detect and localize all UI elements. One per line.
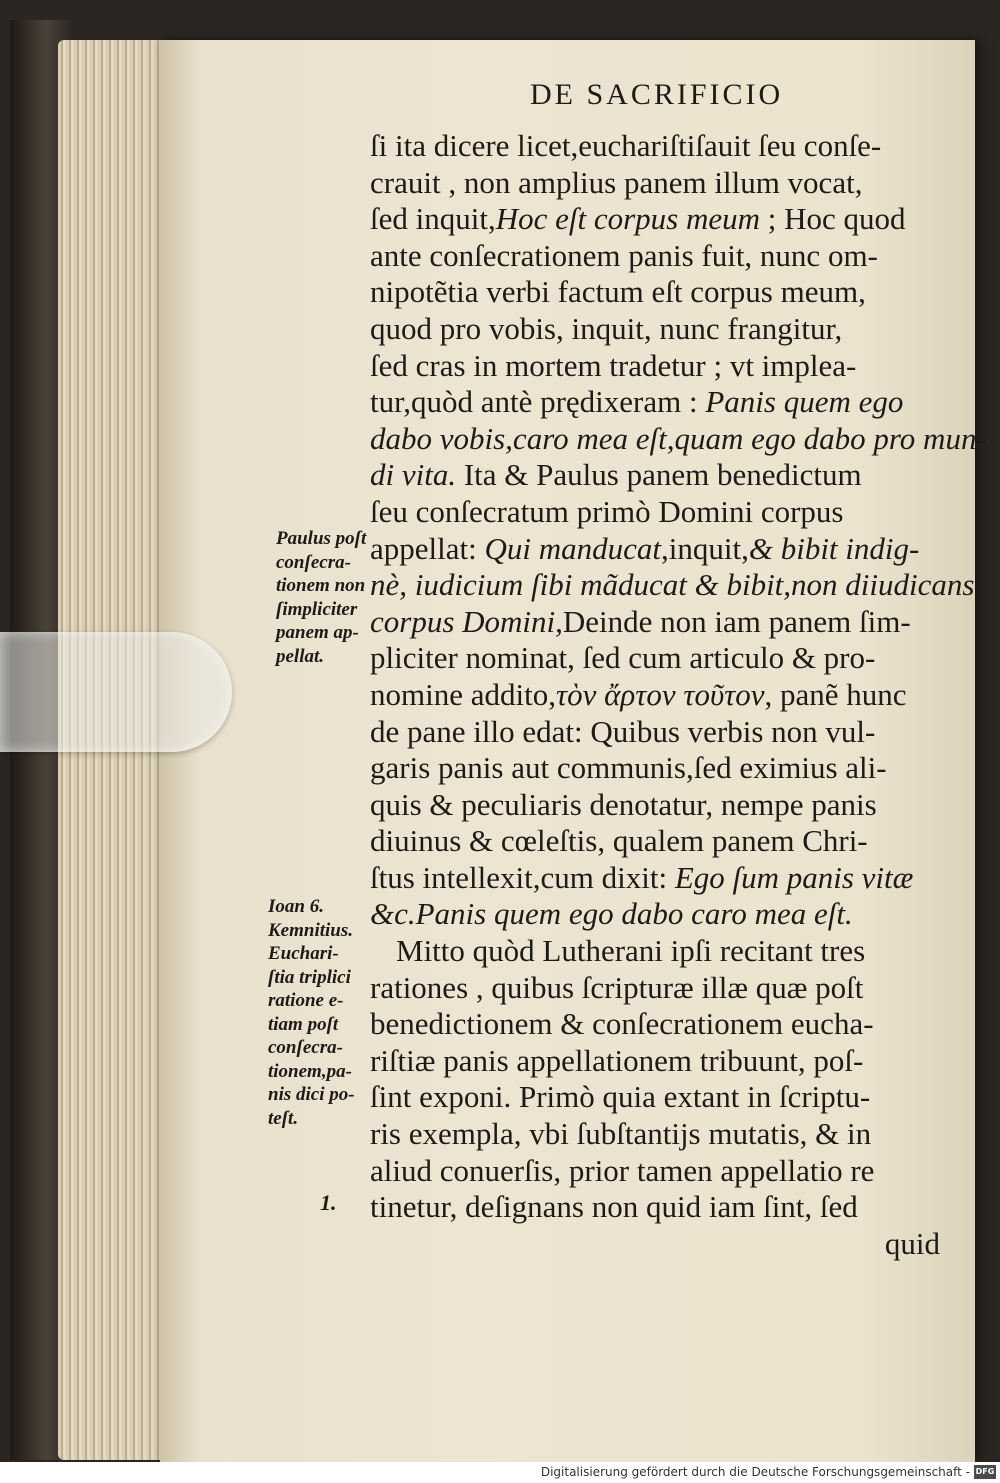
italic-text: nè, iudicium ſibi mãducat & bibit,non diiudicans: [370, 567, 975, 603]
margin-note-paulus: [276, 527, 376, 668]
margin-note-ioan: [268, 895, 378, 1130]
roman-text: ſed inquit,: [370, 201, 496, 237]
text-line: [370, 604, 940, 641]
roman-text: appellat:: [370, 530, 485, 566]
margin-note-line: conſecra-: [268, 1037, 343, 1058]
dfg-logo: DFG: [974, 1465, 996, 1479]
roman-text: quod pro vobis, inquit, nunc frangitur,: [370, 310, 843, 346]
roman-text: ris exempla, vbi ſubſtantijs mutatis, & in: [370, 1116, 872, 1152]
roman-text: Mitto quòd Lutherani ipſi recitant tres: [396, 933, 866, 969]
margin-note-line: Kemnitius.: [268, 919, 353, 941]
footer-bar: [0, 1462, 1000, 1483]
margin-note-line: ratione e-: [268, 990, 344, 1011]
text-line: [370, 311, 940, 348]
italic-text: Hoc eſt corpus meum: [495, 201, 761, 237]
italic-text: dabo vobis,caro mea eſt,quam ego dabo pro mun-: [370, 420, 987, 456]
text-line: [370, 567, 975, 604]
text-line: [370, 677, 940, 714]
text-line: [370, 348, 940, 385]
roman-text: nomine addito,: [370, 676, 556, 712]
roman-text: crauit , non amplius panem illum vocat,: [370, 164, 863, 200]
text-line: [370, 531, 940, 568]
italic-text: di vita.: [370, 457, 457, 493]
margin-note-line: Euchari-: [268, 943, 339, 964]
bookmark-tab: [0, 632, 232, 752]
roman-text: rationes , quibus ſcripturæ illæ quæ poſt: [370, 969, 864, 1005]
text-line: [370, 420, 987, 458]
text-line: [370, 640, 940, 677]
text-line: [370, 714, 940, 751]
margin-note-line: teſt.: [268, 1107, 299, 1129]
body-text: [370, 128, 987, 1262]
roman-text: ſeu conſecratum primò Domini corpus: [370, 493, 844, 529]
text-line: [370, 1153, 940, 1190]
margin-note-line: nis dici po-: [268, 1084, 355, 1105]
text-line: [370, 970, 940, 1007]
roman-text: quid: [884, 1225, 940, 1261]
italic-text: τὸν ἄρτον τοῦτον: [555, 676, 765, 712]
margin-note-line: Paulus poſt: [276, 528, 367, 549]
roman-text: diuinus & cœleſtis, qualem panem Chri-: [370, 823, 868, 859]
roman-text: aliud conuerſis, prior tamen appellatio re: [370, 1152, 875, 1188]
roman-text: pliciter nominat, ſed cum articulo & pro-: [370, 640, 876, 676]
text-line: [370, 1079, 940, 1116]
roman-text: ſed cras in mortem tradetur ; vt implea-: [370, 347, 857, 383]
text-line: [370, 823, 940, 860]
margin-note-line: tionem non: [276, 575, 366, 596]
text-line: [370, 1226, 940, 1263]
roman-text: benedictionem & conſecrationem eucha-: [370, 1006, 874, 1042]
italic-text: corpus Domini,: [370, 603, 563, 639]
text-line: [370, 238, 940, 275]
margin-note-line: tionem,pa-: [268, 1060, 352, 1082]
text-line: [370, 494, 940, 531]
roman-text: nipotẽtia verbi factum eſt corpus meum,: [370, 274, 866, 310]
text-line: [370, 128, 940, 165]
text-line: [370, 1043, 940, 1080]
margin-note-line: Ioan 6.: [268, 896, 324, 917]
roman-text: ſint exponi. Primò quia extant in ſcriptu-: [370, 1079, 871, 1115]
text-line: [370, 750, 940, 787]
italic-text: Ego ſum panis vitæ: [674, 859, 914, 895]
text-line: [370, 201, 940, 238]
italic-text: Qui manducat: [484, 530, 661, 566]
italic-text: & bibit indig-: [748, 530, 920, 566]
roman-text: ſi ita dicere licet,euchariſtiſauit ſeu conſe-: [370, 128, 882, 163]
roman-text: Deinde non iam panem ſim-: [562, 603, 911, 639]
roman-text: ſtus intellexit,cum dixit:: [370, 859, 675, 895]
text-line: [370, 274, 940, 311]
margin-note-line: panem ap-: [276, 622, 359, 643]
text-line: [370, 457, 940, 494]
text-line: [370, 933, 940, 970]
roman-text: ante conſecrationem panis fuit, nunc om-: [370, 237, 878, 273]
text-line: [370, 787, 940, 824]
margin-note-line: tiam poſt: [268, 1013, 339, 1035]
margin-numeral: 1.: [320, 1190, 337, 1215]
roman-text: tur,quòd antè prędixeram :: [370, 384, 706, 420]
roman-text: garis panis aut communis,ſed eximius ali-: [370, 750, 887, 786]
italic-text: &c.Panis quem ego dabo caro mea eſt.: [370, 896, 853, 932]
margin-note-line: ſimpliciter: [276, 598, 358, 620]
text-line: [370, 1006, 940, 1043]
text-line: [370, 860, 940, 897]
roman-text: quis & peculiaris denotatur, nempe panis: [370, 786, 877, 822]
roman-text: de pane illo edat: Quibus verbis non vul-: [370, 713, 876, 749]
margin-note-line: ſtia triplici: [268, 966, 351, 988]
roman-text: ,inquit,: [661, 530, 749, 566]
roman-text: riſtiæ panis appellationem tribuunt, poſ-: [370, 1042, 864, 1078]
text-line: [370, 1189, 940, 1226]
roman-text: , panẽ hunc: [764, 676, 907, 712]
roman-text: ; Hoc quod: [760, 201, 906, 237]
margin-note-line: conſecra-: [276, 551, 351, 573]
running-head: DE SACRIFICIO: [530, 78, 784, 111]
text-line: [370, 384, 940, 421]
text-line: [370, 165, 940, 202]
italic-text: Panis quem ego: [705, 384, 904, 420]
text-line: [370, 896, 940, 933]
roman-text: tinetur, deſignans non quid iam ſint, ſed: [370, 1189, 858, 1225]
text-line: [370, 1116, 940, 1153]
footer-credit: Digitalisierung gefördert durch die Deutsche Forschungsgemeinschaft -: [540, 1465, 970, 1479]
margin-note-line: pellat.: [276, 645, 325, 667]
roman-text: Ita & Paulus panem benedictum: [456, 457, 862, 493]
